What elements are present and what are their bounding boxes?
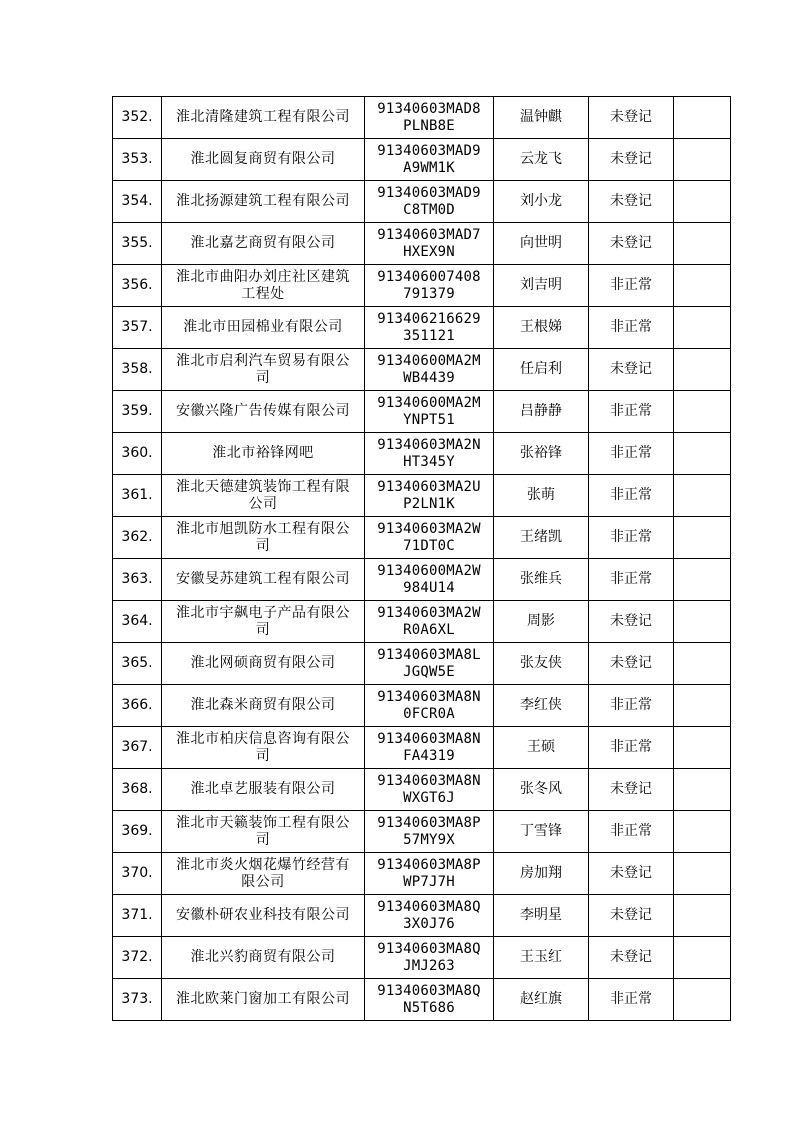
registration-status: 未登记 xyxy=(610,193,652,209)
registration-status: 非正常 xyxy=(610,529,652,545)
table-row xyxy=(113,517,731,559)
row-number-cell xyxy=(113,139,162,181)
remarks-cell xyxy=(674,181,731,223)
company-name: 淮北市裕锋网吧 xyxy=(212,445,314,461)
company-name: 淮北清隆建筑工程有限公司 xyxy=(176,109,350,125)
row-number-cell xyxy=(113,433,162,475)
credit-code-cell xyxy=(365,349,494,391)
legal-representative-cell xyxy=(494,139,589,181)
registration-status-cell xyxy=(589,433,674,475)
company-name: 淮北市柏庆信息咨询有限公司 xyxy=(176,730,350,764)
row-number: 354. xyxy=(121,193,153,209)
registration-status-cell xyxy=(589,769,674,811)
remarks-cell xyxy=(674,265,731,307)
registration-status: 未登记 xyxy=(610,151,652,167)
company-name: 淮北市启利汽车贸易有限公司 xyxy=(176,352,350,386)
credit-code-cell xyxy=(365,643,494,685)
legal-representative: 张裕锋 xyxy=(520,445,562,461)
row-number: 364. xyxy=(121,613,153,629)
legal-representative: 吕静静 xyxy=(520,403,562,419)
registration-status-cell xyxy=(589,349,674,391)
company-name-cell xyxy=(162,97,365,139)
company-name: 淮北卓艺服装有限公司 xyxy=(190,781,336,797)
company-name-cell xyxy=(162,181,365,223)
company-name: 淮北兴豹商贸有限公司 xyxy=(190,949,336,965)
company-name-cell xyxy=(162,391,365,433)
registration-status-cell xyxy=(589,97,674,139)
legal-representative-cell xyxy=(494,307,589,349)
remarks-cell xyxy=(674,307,731,349)
legal-representative: 王硕 xyxy=(527,739,555,755)
legal-representative: 刘小龙 xyxy=(520,193,562,209)
credit-code: 91340600MA2MYNPT51 xyxy=(377,394,481,428)
table-row xyxy=(113,937,731,979)
registration-status: 未登记 xyxy=(610,865,652,881)
row-number-cell xyxy=(113,559,162,601)
remarks-cell xyxy=(674,517,731,559)
registration-status: 未登记 xyxy=(610,361,652,377)
row-number-cell xyxy=(113,97,162,139)
legal-representative-cell xyxy=(494,601,589,643)
legal-representative: 房加翔 xyxy=(520,865,562,881)
credit-code: 91340603MA8N0FCR0A xyxy=(377,688,481,722)
table-row xyxy=(113,685,731,727)
credit-code-cell xyxy=(365,307,494,349)
credit-code: 91340603MA8NFA4319 xyxy=(377,730,481,764)
credit-code: 91340603MA8NWXGT6J xyxy=(377,772,481,806)
row-number: 362. xyxy=(121,529,153,545)
credit-code-cell xyxy=(365,97,494,139)
company-name-cell xyxy=(162,937,365,979)
credit-code: 91340603MA8LJGQW5E xyxy=(377,646,481,680)
legal-representative-cell xyxy=(494,895,589,937)
row-number-cell xyxy=(113,643,162,685)
row-number-cell xyxy=(113,307,162,349)
registration-status: 未登记 xyxy=(610,907,652,923)
credit-code-cell xyxy=(365,727,494,769)
credit-code: 91340603MA2UP2LN1K xyxy=(377,478,481,512)
registration-status-cell xyxy=(589,181,674,223)
credit-code-cell xyxy=(365,265,494,307)
registration-status: 非正常 xyxy=(610,823,652,839)
row-number-cell xyxy=(113,265,162,307)
legal-representative-cell xyxy=(494,475,589,517)
remarks-cell xyxy=(674,223,731,265)
legal-representative: 王根娣 xyxy=(520,319,562,335)
registration-status-cell xyxy=(589,223,674,265)
legal-representative: 温钟麒 xyxy=(520,109,562,125)
remarks-cell xyxy=(674,979,731,1021)
credit-code-cell xyxy=(365,475,494,517)
registration-status: 未登记 xyxy=(610,235,652,251)
table-row xyxy=(113,643,731,685)
row-number: 360. xyxy=(121,445,153,461)
legal-representative-cell xyxy=(494,517,589,559)
row-number: 361. xyxy=(121,487,153,503)
company-name-cell xyxy=(162,517,365,559)
legal-representative-cell xyxy=(494,769,589,811)
legal-representative: 张友侠 xyxy=(520,655,562,671)
legal-representative: 刘吉明 xyxy=(520,277,562,293)
table-row xyxy=(113,979,731,1021)
row-number-cell xyxy=(113,349,162,391)
row-number-cell xyxy=(113,727,162,769)
registration-status-cell xyxy=(589,307,674,349)
registration-status-cell xyxy=(589,475,674,517)
company-name: 淮北市宇飙电子产品有限公司 xyxy=(176,604,350,638)
row-number: 358. xyxy=(121,361,153,377)
company-name-cell xyxy=(162,265,365,307)
table-row xyxy=(113,475,731,517)
credit-code-cell xyxy=(365,685,494,727)
legal-representative-cell xyxy=(494,559,589,601)
registration-status-cell xyxy=(589,601,674,643)
row-number: 353. xyxy=(121,151,153,167)
row-number-cell xyxy=(113,517,162,559)
company-name-cell xyxy=(162,601,365,643)
company-name: 淮北市田园棉业有限公司 xyxy=(183,319,343,335)
registration-status-cell xyxy=(589,727,674,769)
legal-representative-cell xyxy=(494,181,589,223)
legal-representative-cell xyxy=(494,979,589,1021)
registration-status: 非正常 xyxy=(610,319,652,335)
legal-representative: 王绪凯 xyxy=(520,529,562,545)
legal-representative: 周影 xyxy=(527,613,555,629)
legal-representative-cell xyxy=(494,643,589,685)
row-number: 356. xyxy=(121,277,153,293)
row-number: 365. xyxy=(121,655,153,671)
legal-representative: 王玉红 xyxy=(520,949,562,965)
registration-status: 未登记 xyxy=(610,109,652,125)
legal-representative: 张维兵 xyxy=(520,571,562,587)
credit-code: 913406216629351121 xyxy=(377,310,481,344)
legal-representative: 李明星 xyxy=(520,907,562,923)
company-name: 淮北市旭凯防水工程有限公司 xyxy=(176,520,350,554)
row-number: 368. xyxy=(121,781,153,797)
credit-code: 91340600MA2MWB4439 xyxy=(377,352,481,386)
company-name: 淮北市炎火烟花爆竹经营有限公司 xyxy=(176,856,350,890)
credit-code-cell xyxy=(365,433,494,475)
row-number-cell xyxy=(113,769,162,811)
table-row xyxy=(113,223,731,265)
credit-code-cell xyxy=(365,853,494,895)
legal-representative: 云龙飞 xyxy=(520,151,562,167)
row-number-cell xyxy=(113,391,162,433)
registration-status: 非正常 xyxy=(610,445,652,461)
registration-status-cell xyxy=(589,895,674,937)
row-number: 371. xyxy=(121,907,153,923)
legal-representative-cell xyxy=(494,685,589,727)
legal-representative: 张冬风 xyxy=(520,781,562,797)
table-row xyxy=(113,769,731,811)
remarks-cell xyxy=(674,895,731,937)
row-number: 355. xyxy=(121,235,153,251)
legal-representative-cell xyxy=(494,265,589,307)
legal-representative-cell xyxy=(494,391,589,433)
table-row xyxy=(113,391,731,433)
company-name-cell xyxy=(162,433,365,475)
registration-status: 非正常 xyxy=(610,487,652,503)
remarks-cell xyxy=(674,433,731,475)
registration-status-cell xyxy=(589,811,674,853)
registration-status: 非正常 xyxy=(610,991,652,1007)
legal-representative-cell xyxy=(494,97,589,139)
company-name-cell xyxy=(162,895,365,937)
credit-code-cell xyxy=(365,979,494,1021)
credit-code: 91340603MA8Q3X0J76 xyxy=(377,898,481,932)
remarks-cell xyxy=(674,643,731,685)
credit-code: 91340603MA2NHT345Y xyxy=(377,436,481,470)
row-number: 359. xyxy=(121,403,153,419)
legal-representative: 向世明 xyxy=(520,235,562,251)
registration-status: 未登记 xyxy=(610,949,652,965)
legal-representative-cell xyxy=(494,853,589,895)
credit-code: 91340603MA2WR0A6XL xyxy=(377,604,481,638)
registration-status-cell xyxy=(589,559,674,601)
company-name: 安徽兴隆广告传媒有限公司 xyxy=(176,403,350,419)
row-number-cell xyxy=(113,475,162,517)
table-row xyxy=(113,181,731,223)
company-name-cell xyxy=(162,559,365,601)
table-row xyxy=(113,139,731,181)
row-number-cell xyxy=(113,979,162,1021)
legal-representative: 赵红旗 xyxy=(520,991,562,1007)
registration-status: 非正常 xyxy=(610,403,652,419)
table-row xyxy=(113,265,731,307)
remarks-cell xyxy=(674,601,731,643)
credit-code: 91340603MAD9A9WM1K xyxy=(377,142,481,176)
remarks-cell xyxy=(674,853,731,895)
registration-status-cell xyxy=(589,391,674,433)
remarks-cell xyxy=(674,685,731,727)
company-name: 淮北扬源建筑工程有限公司 xyxy=(176,193,350,209)
registration-status: 非正常 xyxy=(610,697,652,713)
company-name: 淮北欧莱门窗加工有限公司 xyxy=(176,991,350,1007)
remarks-cell xyxy=(674,727,731,769)
table-row xyxy=(113,349,731,391)
credit-code-cell xyxy=(365,559,494,601)
credit-code-cell xyxy=(365,811,494,853)
company-name: 安徽朴研农业科技有限公司 xyxy=(176,907,350,923)
company-name-cell xyxy=(162,349,365,391)
row-number-cell xyxy=(113,937,162,979)
row-number-cell xyxy=(113,685,162,727)
registration-status-cell xyxy=(589,517,674,559)
registration-status-cell xyxy=(589,265,674,307)
remarks-cell xyxy=(674,139,731,181)
registration-status: 非正常 xyxy=(610,277,652,293)
legal-representative: 李红侠 xyxy=(520,697,562,713)
row-number: 367. xyxy=(121,739,153,755)
legal-representative-cell xyxy=(494,349,589,391)
table-row xyxy=(113,601,731,643)
row-number: 357. xyxy=(121,319,153,335)
row-number: 352. xyxy=(121,109,153,125)
legal-representative: 丁雪锋 xyxy=(520,823,562,839)
remarks-cell xyxy=(674,811,731,853)
registration-status: 非正常 xyxy=(610,571,652,587)
row-number: 366. xyxy=(121,697,153,713)
credit-code: 91340603MAD7HXEX9N xyxy=(377,226,481,260)
registration-status: 非正常 xyxy=(610,739,652,755)
table-row xyxy=(113,307,731,349)
company-name: 淮北网硕商贸有限公司 xyxy=(190,655,336,671)
legal-representative-cell xyxy=(494,433,589,475)
legal-representative-cell xyxy=(494,223,589,265)
legal-representative: 张萌 xyxy=(527,487,555,503)
row-number: 372. xyxy=(121,949,153,965)
registration-status: 未登记 xyxy=(610,781,652,797)
remarks-cell xyxy=(674,391,731,433)
legal-representative: 任启利 xyxy=(520,361,562,377)
credit-code: 913406007408791379 xyxy=(377,268,481,302)
registry-table xyxy=(112,96,731,1021)
registration-status-cell xyxy=(589,643,674,685)
row-number-cell xyxy=(113,601,162,643)
credit-code: 91340603MA8QN5T686 xyxy=(377,982,481,1016)
table-row xyxy=(113,811,731,853)
company-name-cell xyxy=(162,853,365,895)
company-name-cell xyxy=(162,223,365,265)
company-name-cell xyxy=(162,769,365,811)
registration-status: 未登记 xyxy=(610,613,652,629)
credit-code: 91340603MAD8PLNB8E xyxy=(377,100,481,134)
row-number: 370. xyxy=(121,865,153,881)
row-number-cell xyxy=(113,223,162,265)
credit-code-cell xyxy=(365,895,494,937)
credit-code: 91340603MA8PWP7J7H xyxy=(377,856,481,890)
credit-code-cell xyxy=(365,769,494,811)
credit-code-cell xyxy=(365,937,494,979)
row-number: 369. xyxy=(121,823,153,839)
remarks-cell xyxy=(674,97,731,139)
remarks-cell xyxy=(674,769,731,811)
remarks-cell xyxy=(674,475,731,517)
credit-code-cell xyxy=(365,223,494,265)
company-name: 淮北嘉艺商贸有限公司 xyxy=(190,235,336,251)
registration-status-cell xyxy=(589,139,674,181)
table-row xyxy=(113,853,731,895)
company-name: 淮北天德建筑装饰工程有限公司 xyxy=(176,478,350,512)
remarks-cell xyxy=(674,937,731,979)
company-name-cell xyxy=(162,139,365,181)
row-number: 373. xyxy=(121,991,153,1007)
company-name-cell xyxy=(162,307,365,349)
row-number-cell xyxy=(113,853,162,895)
table-row xyxy=(113,433,731,475)
registry-table-body xyxy=(113,97,731,1021)
table-row xyxy=(113,97,731,139)
table-row xyxy=(113,895,731,937)
legal-representative-cell xyxy=(494,937,589,979)
company-name-cell xyxy=(162,643,365,685)
company-name-cell xyxy=(162,811,365,853)
table-row xyxy=(113,559,731,601)
credit-code-cell xyxy=(365,517,494,559)
registration-status-cell xyxy=(589,937,674,979)
row-number-cell xyxy=(113,811,162,853)
legal-representative-cell xyxy=(494,727,589,769)
row-number-cell xyxy=(113,181,162,223)
company-name: 淮北森米商贸有限公司 xyxy=(190,697,336,713)
registration-status-cell xyxy=(589,979,674,1021)
registration-status-cell xyxy=(589,853,674,895)
remarks-cell xyxy=(674,349,731,391)
table-row xyxy=(113,727,731,769)
credit-code-cell xyxy=(365,139,494,181)
company-name-cell xyxy=(162,979,365,1021)
row-number-cell xyxy=(113,895,162,937)
credit-code-cell xyxy=(365,181,494,223)
credit-code: 91340600MA2W984U14 xyxy=(377,562,481,596)
company-name: 淮北市曲阳办刘庄社区建筑工程处 xyxy=(176,268,350,302)
company-name-cell xyxy=(162,685,365,727)
credit-code: 91340603MA8QJMJ263 xyxy=(377,940,481,974)
company-name-cell xyxy=(162,475,365,517)
company-name: 淮北圆复商贸有限公司 xyxy=(190,151,336,167)
credit-code-cell xyxy=(365,601,494,643)
remarks-cell xyxy=(674,559,731,601)
credit-code: 91340603MA2W71DT0C xyxy=(377,520,481,554)
registration-status: 未登记 xyxy=(610,655,652,671)
credit-code-cell xyxy=(365,391,494,433)
row-number: 363. xyxy=(121,571,153,587)
company-name: 安徽旻苏建筑工程有限公司 xyxy=(176,571,350,587)
company-name: 淮北市天籁装饰工程有限公司 xyxy=(176,814,350,848)
credit-code: 91340603MA8P57MY9X xyxy=(377,814,481,848)
credit-code: 91340603MAD9C8TM0D xyxy=(377,184,481,218)
legal-representative-cell xyxy=(494,811,589,853)
registration-status-cell xyxy=(589,685,674,727)
company-name-cell xyxy=(162,727,365,769)
